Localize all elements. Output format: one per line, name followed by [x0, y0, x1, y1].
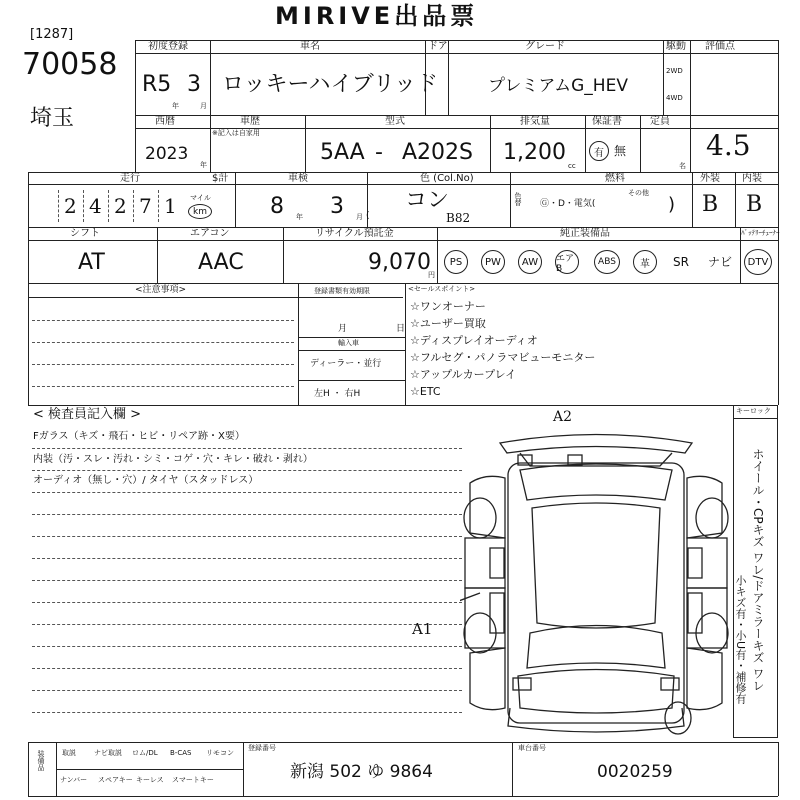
fuel-close: ) — [668, 194, 676, 215]
option-abs[interactable]: ABS — [594, 250, 620, 274]
footer-bcas: B-CAS — [170, 749, 192, 757]
hdr-meter: $計 — [212, 173, 229, 184]
footer-smartkey: スマートキー — [172, 776, 214, 784]
form-title: MIRIVE出品票 — [275, 2, 479, 30]
nen-label: 年 — [172, 102, 179, 110]
inspector-line-2: 内装（汚・スレ・汚れ・シミ・コゲ・穴・キレ・破れ・剥れ） — [33, 454, 313, 465]
hdr-import: 輸入車 — [338, 339, 359, 347]
inspector-line-3: オーディオ（無し・穴）/ タイヤ（スタッドレス） — [33, 475, 259, 486]
shift-value: AT — [78, 250, 105, 275]
dealer-option: ディーラー・並行 — [310, 359, 382, 369]
sales-point-3: ☆ディスプレイオーディオ — [410, 334, 538, 347]
lot-code: [1287] — [30, 27, 74, 42]
mileage-digit-3: 2 — [114, 194, 127, 218]
hdr-shareki-note: ※記入は自家用 — [212, 129, 260, 137]
mileage-digit-5: 1 — [164, 194, 177, 218]
mileage-digit-2: 4 — [89, 194, 102, 218]
option-navi: ナビ — [708, 255, 733, 269]
mileage-digit-1: 2 — [64, 194, 77, 218]
option-leather[interactable]: 革 — [633, 250, 657, 274]
handle-option: 左H ・ 右H — [314, 389, 361, 399]
hdr-doc-deadline: 登録書類有効期限 — [314, 287, 370, 295]
region: 埼玉 — [30, 106, 75, 131]
drive-4wd: 4WD — [666, 94, 683, 102]
doc-month: 月 — [338, 324, 348, 334]
option-airbag[interactable]: エアB — [555, 250, 579, 274]
model-dash: - — [375, 140, 383, 165]
tsuki-label: 月 — [200, 102, 207, 110]
fuel-other: その他 — [628, 189, 649, 197]
cc-unit: cc — [568, 162, 576, 170]
sales-point-1: ☆ワンオーナー — [410, 300, 486, 313]
recycle-value: 9,070 — [368, 250, 431, 275]
footer-keyless: キーレス — [136, 776, 164, 784]
model-prefix: 5AA — [320, 140, 365, 165]
hdr-drive: 駆動 — [666, 41, 686, 52]
inspector-header: < 検査員記入欄 > — [33, 407, 142, 422]
aircon-value: AAC — [198, 250, 244, 275]
grade-value: プレミアムG_HEV — [488, 76, 628, 96]
hdr-fuel: 燃料 — [605, 173, 625, 184]
hdr-model: 型式 — [385, 116, 405, 127]
model-code: A202S — [402, 140, 474, 165]
drive-2wd: 2WD — [666, 67, 683, 75]
hdr-color: 色 (Col.No) — [420, 173, 474, 184]
footer-spare: スペアキー — [98, 776, 133, 784]
car-damage-diagram[interactable] — [460, 408, 732, 740]
hdr-shift: シフト — [70, 228, 100, 239]
mileage-unit-km[interactable]: km — [188, 204, 212, 219]
footer-remote: リモコン — [206, 749, 234, 757]
hdr-grade: グレード — [525, 41, 565, 52]
hdr-inspection: 車検 — [288, 173, 308, 184]
month-value: 3 — [187, 72, 201, 97]
hdr-recycle: リサイクル預託金 — [315, 228, 394, 239]
hdr-door: ドア — [428, 41, 448, 52]
option-pw[interactable]: PW — [481, 250, 505, 274]
insp-month: 3 — [330, 194, 344, 219]
footer-left-label: 装備品 — [37, 750, 45, 771]
option-aw[interactable]: AW — [518, 250, 542, 274]
exterior-value: B — [702, 192, 719, 217]
option-sr: SR — [673, 255, 689, 269]
warranty-yes-circle[interactable]: 有 — [589, 141, 609, 161]
fuel-options: Ⓖ・D・電気( — [540, 199, 596, 209]
chassis-value: 0020259 — [597, 762, 673, 782]
right-note-1: ホイール・CPキズ ワレ/ドアミラーキズ ワレ — [751, 448, 765, 692]
right-note-2: 小キズ有・小U有・補修有 — [734, 575, 747, 705]
capacity-unit: 名 — [679, 162, 686, 170]
sales-point-5: ☆アップルカープレイ — [410, 368, 517, 381]
sales-point-6: ☆ETC — [410, 385, 441, 398]
hdr-shareki: 車歴 — [240, 116, 260, 127]
hdr-notes: <注意事項> — [135, 285, 187, 295]
key-lock-label: キーロック — [736, 407, 771, 415]
hdr-sales: <セールスポイント> — [408, 285, 476, 293]
hdr-car-name: 車名 — [300, 41, 320, 52]
hdr-exterior: 外装 — [700, 173, 720, 184]
year-unit: 年 — [200, 161, 207, 169]
footer-rom: ロム/DL — [132, 749, 158, 757]
doc-day: 日 — [396, 324, 406, 334]
car-name-value: ロッキーハイブリッド — [222, 72, 439, 97]
mileage-unit-mile: マイル — [190, 194, 211, 202]
sales-point-2: ☆ユーザー買取 — [410, 317, 486, 330]
option-dtv[interactable]: DTV — [744, 249, 772, 275]
era-value: R5 — [142, 72, 172, 97]
hdr-capacity: 定員 — [650, 116, 670, 127]
recycle-unit: 円 — [428, 271, 435, 279]
footer-number: ナンバー — [60, 776, 88, 784]
hdr-chassis: 車台番号 — [518, 744, 546, 752]
hdr-seireki: 西暦 — [155, 116, 175, 127]
sales-point-4: ☆フルセグ・パノラマビューモニター — [410, 351, 596, 364]
hdr-interior: 内装 — [742, 173, 762, 184]
color-name: コン — [405, 188, 450, 213]
hdr-displacement: 排気量 — [520, 116, 550, 127]
footer-navi-manual: ナビ取説 — [94, 749, 122, 757]
hdr-reg-number: 登録番号 — [248, 744, 276, 752]
reg-number-value: 新潟 502 ゆ 9864 — [290, 762, 433, 782]
displacement-value: 1,200 — [503, 140, 566, 165]
insp-tsuki: 月 — [356, 213, 363, 221]
hdr-mileage: 走行 — [120, 173, 140, 184]
damage-label-a1: A1 — [412, 620, 433, 638]
mileage-digit-4: 7 — [139, 194, 152, 218]
hdr-keyless: ﾊﾞｯﾃﾘｰﾁｪｰﾅｰ — [741, 229, 780, 237]
warranty-no: 無 — [614, 144, 627, 158]
interior-value: B — [746, 192, 763, 217]
year-value: 2023 — [145, 144, 189, 164]
color-paren: ( — [366, 211, 370, 221]
lot-number: 70058 — [22, 47, 118, 82]
footer-torisetsu: 取説 — [62, 749, 76, 757]
color-change-label: 色替 — [514, 192, 522, 206]
rating-value: 4.5 — [706, 129, 751, 162]
hdr-warranty: 保証書 — [592, 116, 622, 127]
insp-nen: 年 — [296, 213, 303, 221]
hdr-rating: 評価点 — [705, 41, 735, 52]
damage-label-a2: A2 — [553, 409, 573, 425]
hdr-aircon: エアコン — [190, 228, 230, 239]
option-ps[interactable]: PS — [444, 250, 468, 274]
color-no: B82 — [446, 211, 471, 225]
hdr-first-reg: 初度登録 — [148, 41, 188, 52]
insp-year: 8 — [270, 194, 284, 219]
inspector-line-1: Fガラス（キズ・飛石・ヒビ・リペア跡・X要） — [33, 431, 245, 442]
hdr-options: 純正装備品 — [560, 228, 610, 239]
